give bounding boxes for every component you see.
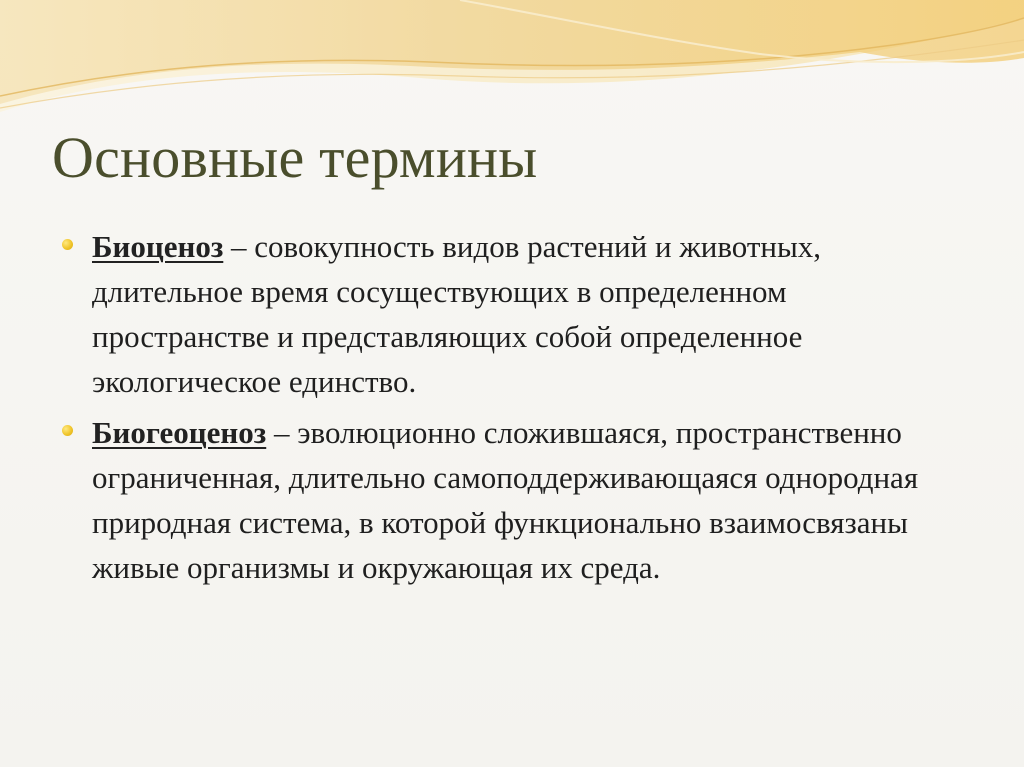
list-item-biogeocenosis [62, 410, 962, 590]
term-label: Биоценоз [92, 229, 224, 264]
decorative-wave-banner [0, 0, 1024, 140]
list-item-biocenosis [62, 224, 962, 404]
bullet-icon [62, 239, 73, 250]
bullet-icon [62, 425, 73, 436]
term-definition: – эволюционно сложившаяся, пространственно ограниченная, длительно самоподдерживающаяся однородная природная система, в которой функционально взаимосвязаны живые организмы и окружающая их среда. [92, 415, 919, 585]
slide-title: Основные термины [52, 125, 538, 190]
term-definition: – совокупность видов растений и животных, длительное время сосуществующих в определенном пространстве и представляющих собой определенное экологическое единство. [92, 229, 822, 399]
term-list [62, 224, 962, 596]
term-label: Биогеоценоз [92, 415, 267, 450]
wave-band-gold [0, 0, 1024, 104]
